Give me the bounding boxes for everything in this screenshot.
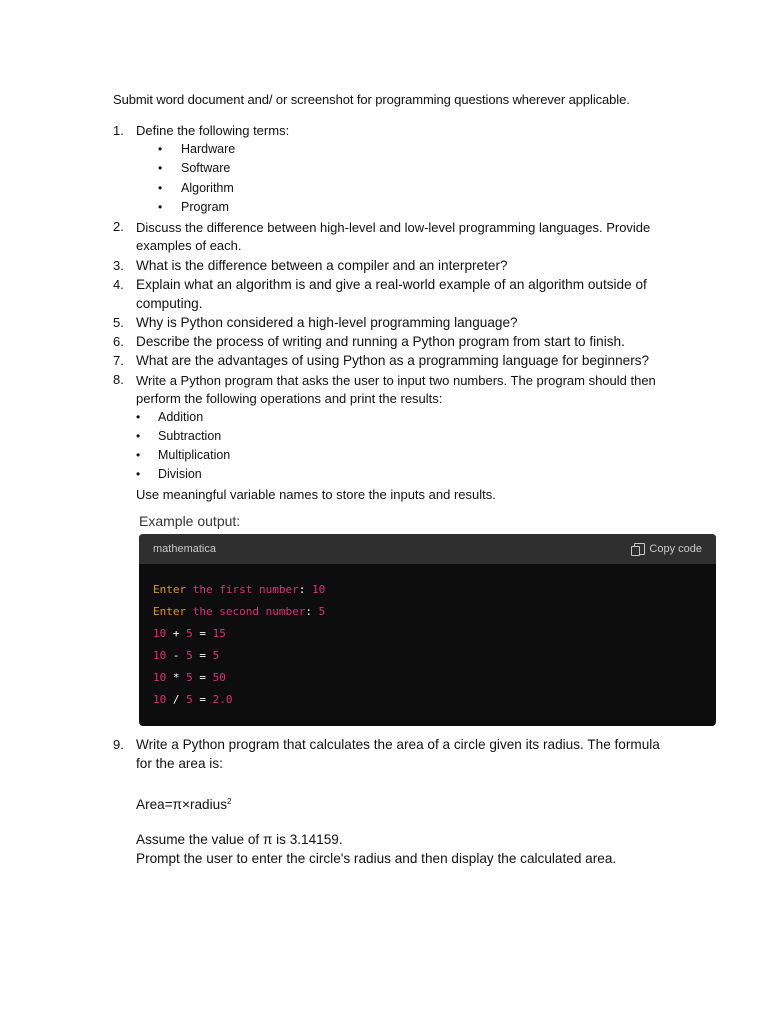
q8-bullet-subtraction: Subtraction [158,429,222,443]
bullet-marker: • [136,448,141,462]
q6-text: Describe the process of writing and running a Python program from start to finish. [136,334,625,349]
q1-bullet-algorithm: Algorithm [181,181,234,195]
q4-number: 4. [113,277,124,292]
q4-line1: Explain what an algorithm is and give a real-world example of an algorithm outside of [136,277,647,292]
code-operator: - [172,649,180,662]
q9-formula [136,792,231,814]
q8-bullet-multiplication: Multiplication [158,448,231,462]
formula-superscript: 2 [227,797,232,806]
q8-bullet-division: Division [158,467,202,481]
code-operand: 10 [153,627,167,640]
bullet-marker: • [136,429,141,443]
code-operand: 10 [153,671,167,684]
code-line [153,605,325,618]
copy-icon [634,543,645,555]
code-line [153,627,226,640]
q7-text: What are the advantages of using Python as a programming language for beginners? [136,353,650,368]
code-header [139,534,716,564]
code-colon: : [298,583,312,596]
code-value: 5 [318,605,326,618]
q8-number: 8. [113,372,124,387]
q6-number: 6. [113,334,124,349]
bullet-marker: • [158,181,163,195]
code-equals: = [199,671,206,684]
code-operand: 5 [186,649,193,662]
bullet-marker: • [158,161,163,175]
code-line [153,693,233,706]
code-line [153,671,226,684]
bullet-marker: • [158,142,163,156]
code-result: 15 [212,627,226,640]
q8-line2: perform the following operations and print the results: [136,391,443,406]
q3-text: What is the difference between a compiler and an interpreter? [136,258,508,273]
q1-bullet-program: Program [181,200,229,214]
q2-line2: examples of each. [136,238,242,253]
q8-bullet-addition: Addition [158,410,204,424]
q9-prompt: Prompt the user to enter the circle's radius and then display the calculated area. [136,851,617,866]
copy-code-button[interactable] [634,543,702,555]
code-string: the second number [186,605,306,618]
q5-number: 5. [113,315,124,330]
q5-text: Why is Python considered a high-level programming language? [136,315,518,330]
code-value: 10 [311,583,326,596]
q1-bullet-hardware: Hardware [181,142,236,156]
code-result: 5 [212,649,220,662]
code-equals: = [199,627,206,640]
code-operand: 5 [186,671,193,684]
code-result: 2.0 [212,693,233,706]
q4-line2: computing. [136,296,203,311]
code-line [153,583,325,596]
code-language-label: mathematica [153,543,216,555]
q2-line1: Discuss the difference between high-level and low-level programming languages. Provide [136,220,651,235]
code-operator: + [172,627,180,640]
example-output-label: Example output: [139,513,241,529]
code-keyword: Enter [153,583,187,596]
code-equals: = [199,693,206,706]
q1-bullet-software: Software [181,161,231,175]
code-operand: 10 [153,693,167,706]
code-operand: 5 [186,693,193,706]
code-operator: / [172,693,180,706]
bullet-marker: • [136,410,141,424]
code-operand: 10 [153,649,167,662]
q9-line2: for the area is: [136,756,223,771]
q9-pi-note: Assume the value of π is 3.14159. [136,832,343,847]
intro-text: Submit word document and/ or screenshot for programming questions wherever applicable. [113,92,630,107]
bullet-marker: • [158,200,163,214]
code-block [139,534,716,726]
q2-number: 2. [113,219,124,234]
q8-footer: Use meaningful variable names to store the inputs and results. [136,487,496,502]
code-operand: 5 [186,627,193,640]
code-keyword: Enter [153,605,187,618]
q3-number: 3. [113,258,124,273]
q7-number: 7. [113,353,124,368]
q9-line1: Write a Python program that calculates the area of a circle given its radius. The formula [136,737,660,752]
formula-text: Area=π×radius [136,797,227,812]
bullet-marker: • [136,467,141,481]
code-operator: * [172,671,180,684]
q1-number: 1. [113,123,124,138]
code-string: the first number [186,583,299,596]
code-line [153,649,219,662]
code-colon: : [305,605,319,618]
q9-number: 9. [113,737,124,752]
code-result: 50 [212,671,226,684]
code-equals: = [199,649,206,662]
q1-text: Define the following terms: [136,123,290,138]
copy-code-label: Copy code [649,543,702,555]
q8-line1: Write a Python program that asks the user to input two numbers. The program should then [136,373,656,388]
